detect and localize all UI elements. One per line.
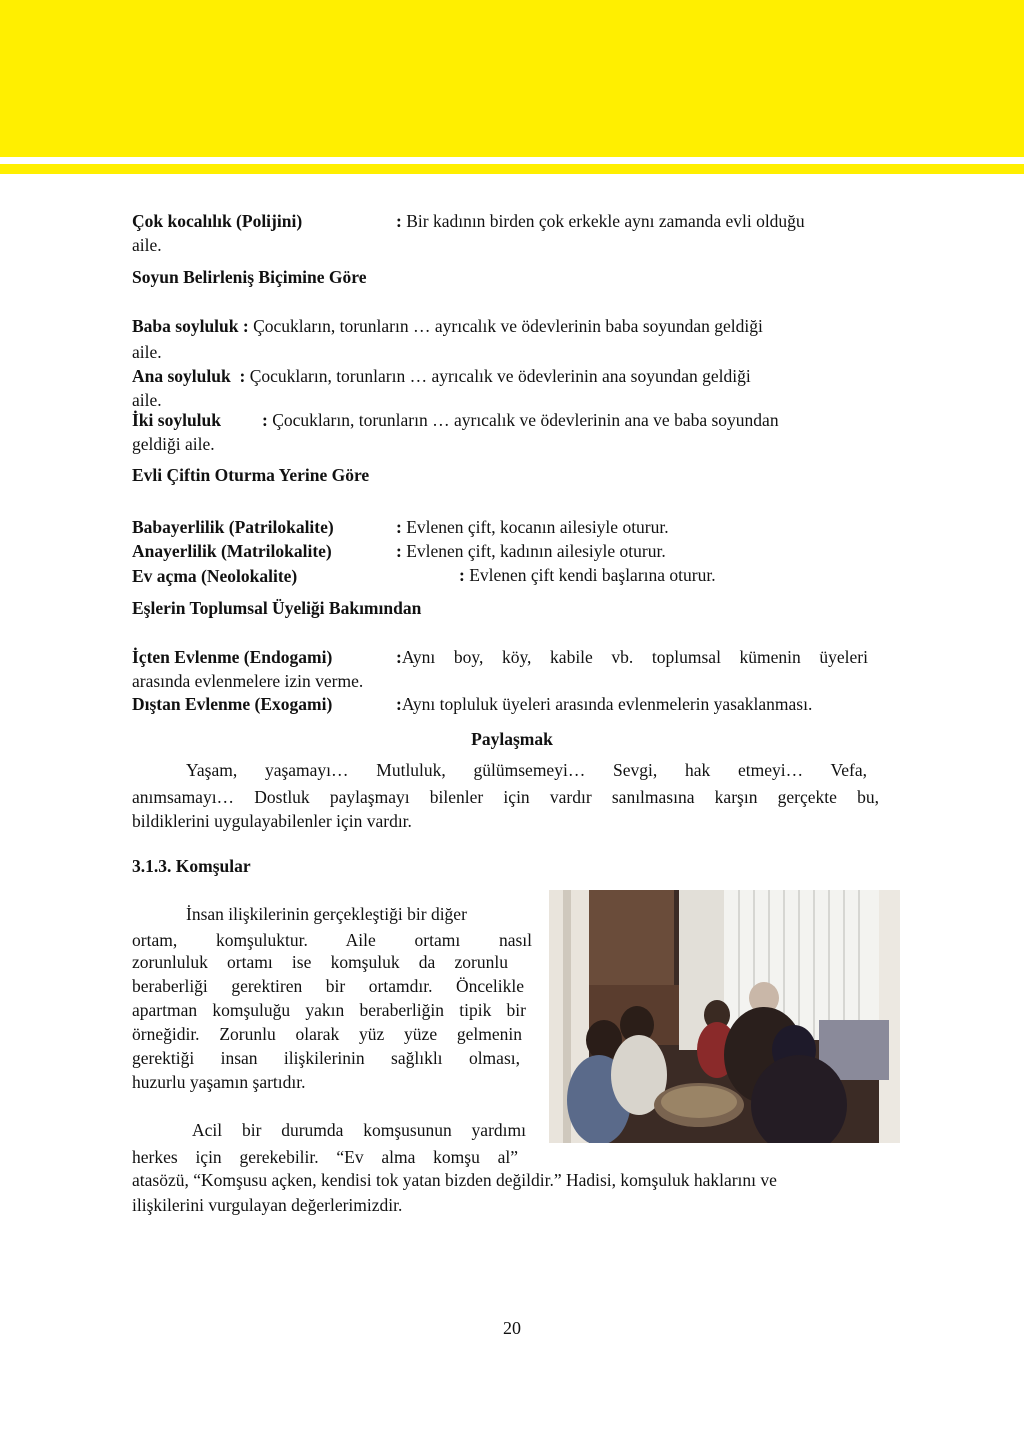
def-matrilocal-text: Evlenen çift, kadının ailesiyle oturur.	[406, 541, 666, 561]
heading-residence: Evli Çiftin Oturma Yerine Göre	[132, 465, 370, 485]
neighbors-p1-line: İnsan ilişkilerinin gerçekleştiği bir diğer	[186, 904, 467, 924]
def-patrilineal: Çocukların, torunların … ayrıcalık ve ödevlerinin baba soyundan geldiği	[253, 316, 763, 336]
def-neolocal: : Evlenen çift kendi başlarına oturur.	[459, 565, 716, 585]
def-patrilocal: : Evlenen çift, kocanın ailesiyle oturur.	[396, 517, 669, 537]
sharing-line-2: anımsamayı… Dostluk paylaşmayı bilenler için vardır sanılmasına karşın gerçekte bu,	[132, 787, 879, 807]
neighbors-p1-line: örneğidir. Zorunlu olarak yüz yüze gelmenin	[132, 1024, 522, 1044]
term-polyandry: Çok kocalılık (Polijini)	[132, 211, 303, 231]
term-patrilineal: Baba soyluluk :	[132, 316, 249, 336]
def-endogamy-end: arasında evlenmelere izin verme.	[132, 671, 364, 691]
neighbors-p2-line-4: ilişkilerini vurgulayan değerlerimizdir.	[132, 1195, 403, 1215]
def-bilineal: : Çocukların, torunların … ayrıcalık ve ödevlerinin ana ve baba soyundan	[262, 410, 779, 430]
heading-lineage: Soyun Belirleniş Biçimine Göre	[132, 267, 367, 287]
neighbors-p2-line-3: atasözü, “Komşusu açken, kendisi tok yatan bizden değildir.” Hadisi, komşuluk haklarını ve	[132, 1170, 777, 1190]
def-bilineal-text: Çocukların, torunların … ayrıcalık ve ödevlerinin ana ve baba soyundan	[272, 410, 779, 430]
neighbors-photo-illustration	[549, 890, 900, 1143]
heading-neighbors: 3.1.3. Komşular	[132, 856, 251, 876]
def-patrilocal-text: Evlenen çift, kocanın ailesiyle oturur.	[406, 517, 669, 537]
header-yellow-stripe	[0, 164, 1024, 174]
neighbors-photo	[549, 890, 900, 1143]
def-polyandry: : Bir kadının birden çok erkekle aynı zamanda evli olduğu	[396, 211, 805, 231]
sharing-line-1: Yaşam, yaşamayı… Mutluluk, gülümsemeyi… Sevgi, hak etmeyi… Vefa,	[186, 760, 867, 780]
def-matrilocal: : Evlenen çift, kadının ailesiyle oturur.	[396, 541, 666, 561]
heading-membership: Eşlerin Toplumsal Üyeliği Bakımından	[132, 598, 422, 618]
def-matrilineal: Çocukların, torunların … ayrıcalık ve ödevlerinin ana soyundan geldiği	[249, 366, 751, 386]
def-matrilineal-end: aile.	[132, 390, 162, 410]
def-polyandry-end: aile.	[132, 235, 162, 255]
row-matrilineal	[132, 365, 751, 387]
def-exogamy-text: Aynı topluluk üyeleri arasında evlenmelerin yasaklanması.	[401, 694, 813, 714]
def-endogamy-text: Aynı boy, köy, kabile vb. toplumsal kümenin üyeleri	[401, 647, 868, 667]
header-yellow-band	[0, 0, 1024, 157]
neighbors-p1-line: huzurlu yaşamın şartıdır.	[132, 1072, 306, 1092]
term-endogamy: İçten Evlenme (Endogami)	[132, 647, 333, 667]
neighbors-p1-line: zorunluluk ortamı ise komşuluk da zorunlu	[132, 952, 508, 972]
page-number: 20	[503, 1318, 521, 1338]
term-neolocal: Ev açma (Neolokalite)	[132, 566, 298, 586]
term-matrilineal: Ana soyluluk :	[132, 366, 246, 386]
neighbors-p1-line: ortam, komşuluktur. Aile ortamı nasıl	[132, 930, 532, 950]
neighbors-p2-line-1: Acil bir durumda komşusunun yardımı	[192, 1120, 526, 1140]
def-neolocal-text: Evlenen çift kendi başlarına oturur.	[469, 565, 716, 585]
neighbors-p1-line: apartman komşuluğu yakın beraberliğin tipik bir	[132, 1000, 526, 1020]
def-bilineal-end: geldiği aile.	[132, 434, 215, 454]
sharing-line-3: bildiklerini uygulayabilenler için vardır.	[132, 811, 412, 831]
term-exogamy: Dıştan Evlenme (Exogami)	[132, 694, 333, 714]
def-exogamy: :Aynı topluluk üyeleri arasında evlenmelerin yasaklanması.	[396, 694, 813, 714]
def-patrilineal-end: aile.	[132, 342, 162, 362]
neighbors-p1-line: gerektiği insan ilişkilerinin sağlıklı olması,	[132, 1048, 520, 1068]
term-patrilocal: Babayerlilik (Patrilokalite)	[132, 517, 334, 537]
def-endogamy: : Aynı boy, köy, kabile vb. toplumsal kümenin üyeleri	[396, 647, 868, 667]
term-bilineal: İki soyluluk	[132, 410, 222, 430]
term-matrilocal: Anayerlilik (Matrilokalite)	[132, 541, 332, 561]
def-polyandry-text: Bir kadının birden çok erkekle aynı zamanda evli olduğu	[406, 211, 805, 231]
neighbors-p2-line-2: herkes için gerekebilir. “Ev alma komşu al”	[132, 1147, 518, 1167]
row-patrilineal	[132, 315, 763, 337]
heading-sharing: Paylaşmak	[471, 729, 553, 749]
neighbors-p1-line: beraberliği gerektiren bir ortamdır. Öncelikle	[132, 976, 524, 996]
